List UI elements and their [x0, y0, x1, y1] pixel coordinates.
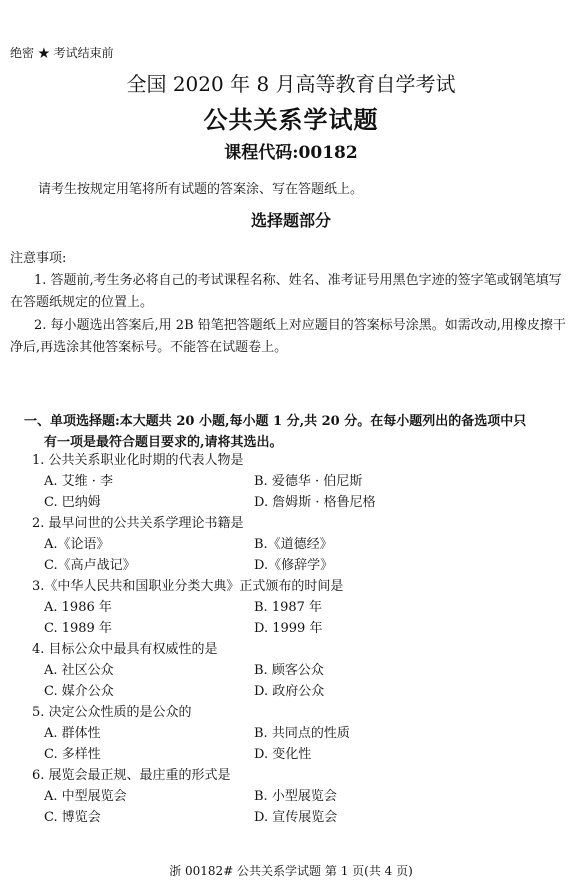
option: D. 宣传展览会	[254, 810, 338, 825]
option: A.《论语》	[44, 537, 110, 552]
option: A. 社区公众	[44, 663, 114, 678]
note-item: 2. 每小题选出答案后,用 2B 铅笔把答题纸上对应题目的答案标号涂黑。如需改动,用橡皮擦干净后,再选涂其他答案标号。不能答在试题卷上。	[10, 318, 566, 355]
option: B. 1987 年	[254, 600, 323, 615]
option: D. 1999 年	[254, 621, 323, 636]
question-stem: 3.《中华人民共和国职业分类大典》正式颁布的时间是	[32, 579, 344, 594]
question-list	[32, 450, 572, 828]
question-stem: 5. 决定公众性质的是公众的	[32, 705, 192, 720]
question-stem: 1. 公共关系职业化时期的代表人物是	[32, 453, 244, 468]
option: C. 1989 年	[44, 621, 112, 636]
option: D. 政府公众	[254, 684, 325, 699]
option: B.《道德经》	[254, 537, 333, 552]
question	[32, 450, 572, 513]
option: A. 群体性	[44, 726, 101, 741]
option: C. 多样性	[44, 747, 101, 762]
question-stem: 6. 展览会最正规、最庄重的形式是	[32, 768, 231, 783]
option: B. 小型展览会	[254, 789, 337, 804]
question	[32, 702, 572, 765]
option: C.《高卢战记》	[44, 558, 136, 573]
question	[32, 513, 572, 576]
option: A. 1986 年	[44, 600, 112, 615]
subject-title: 公共关系学试题	[203, 105, 379, 134]
option: C. 巴纳姆	[44, 495, 101, 510]
option: D.《修辞学》	[254, 558, 334, 573]
section-title: 选择题部分	[250, 211, 331, 230]
option: A. 中型展览会	[44, 789, 127, 804]
part-heading-line: 有一项是最符合题目要求的,请将其选出。	[44, 435, 283, 450]
confidential-label: 绝密 ★ 考试结束前	[10, 46, 114, 60]
page-footer: 浙 00182# 公共关系学试题 第 1 页(共 4 页)	[169, 864, 413, 878]
course-code: 课程代码:00182	[224, 143, 358, 163]
question	[32, 576, 572, 639]
question-stem: 2. 最早问世的公共关系学理论书籍是	[32, 516, 244, 531]
option: A. 艾维 · 李	[44, 474, 114, 489]
option: B. 爱德华 · 伯尼斯	[254, 474, 363, 489]
option: C. 博览会	[44, 810, 101, 825]
answer-instruction: 请考生按规定用笔将所有试题的答案涂、写在答题纸上。	[38, 182, 364, 197]
option: D. 变化性	[254, 747, 312, 762]
option: B. 共同点的性质	[254, 726, 350, 741]
option: C. 媒介公众	[44, 684, 114, 699]
note-item: 1. 答题前,考生务必将自己的考试课程名称、姓名、准考证号用黑色字迹的签字笔或钢笔填写在答题纸规定的位置上。	[10, 273, 562, 310]
part-heading-line: 一、单项选择题:本大题共 20 小题,每小题 1 分,共 20 分。在每小题列出的备选项中只	[24, 414, 527, 429]
part-heading	[24, 411, 572, 453]
question	[32, 639, 572, 702]
question	[32, 765, 572, 828]
option: B. 顾客公众	[254, 663, 324, 678]
option: D. 詹姆斯 · 格鲁尼格	[254, 495, 376, 510]
exam-title: 全国 2020 年 8 月高等教育自学考试	[126, 72, 456, 96]
notes-title: 注意事项:	[10, 251, 67, 266]
question-stem: 4. 目标公众中最具有权威性的是	[32, 642, 218, 657]
